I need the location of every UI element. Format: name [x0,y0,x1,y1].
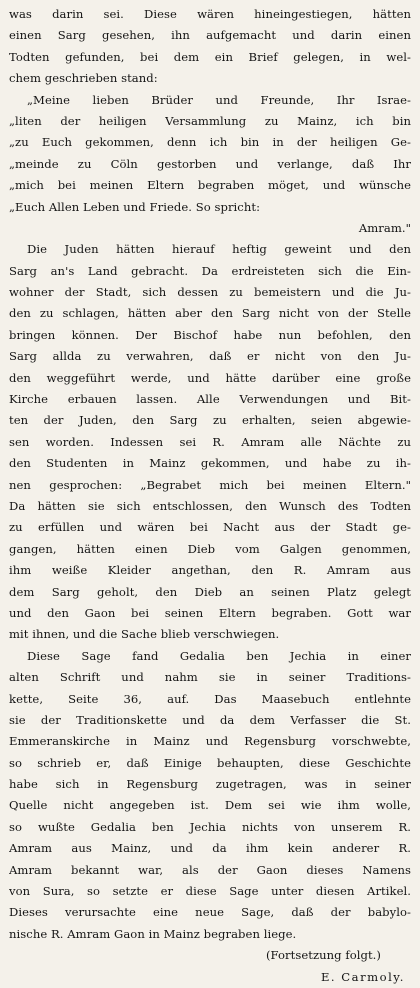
text-line: den weggeführt werde, und hätte darüber eine große [9,370,411,385]
text-line: so wußte Gedalia ben Jechia nichts von unserem R. [9,819,411,834]
text-line: alten Schrift und nahm sie in seiner Traditions- [9,670,411,685]
text-line: Da hätten sie sich entschlossen, den Wunsch des Todten [9,498,411,513]
text-line: bringen können. Der Bischof habe nun befohlen, den [9,327,411,342]
text-line: Kirche erbauen lassen. Alle Verwendungen und Bit- [9,392,411,407]
text-line: was darin sei. Diese wären hineingestiegen, hätten [9,7,411,21]
text-line: dem Sarg geholt, den Dieb an seinen Platz gelegt [9,584,411,599]
text-line: „Meine lieben Brüder und Freunde, Ihr Israe- [27,92,411,107]
text-line: Todten gefunden, bei dem ein Brief gelegen, in wel- [9,49,411,64]
author-signature: E. Carmoly. [320,969,405,984]
text-line: den Studenten in Mainz gekommen, und habe zu ih- [9,456,411,471]
text-line: ten der Juden, den Sarg zu erhalten, seien abgewie- [9,413,411,428]
continuation-note: (Fortsetzung folgt.) [265,948,381,963]
text-line: einen Sarg gesehen, ihn aufgemacht und darin einen [9,28,411,43]
text-line: ihm weiße Kleider angethan, den R. Amram aus [9,563,411,578]
text-line: den zu schlagen, hätten aber den Sarg nicht von der Stelle [9,306,411,321]
text-line: Amram aus Mainz, und da ihm kein anderer R. [9,841,411,856]
text-line: kette, Seite 36, auf. Das Maasebuch entlehnte [9,691,411,706]
text-line: zu erfüllen und wären bei Nacht aus der Stadt ge- [9,520,411,535]
text-line: „liten der heiligen Versammlung zu Mainz, ich bin [9,113,411,128]
text-line: Die Juden hätten hierauf heftig geweint und den [27,242,411,257]
text-line: „meinde zu Cöln gestorben und verlange, daß Ihr [9,156,411,171]
text-line: von Sura, so setzte er diese Sage unter diesen Artikel. [9,884,411,899]
text-line: Amram bekannt war, als der Gaon dieses Namens [9,862,411,877]
text-line: und den Gaon bei seinen Eltern begraben. Gott war [9,605,411,620]
text-line: „Euch Allen Leben und Friede. So spricht: [9,199,261,214]
text-line: Sarg an's Land gebracht. Da erdreisteten sich die Ein- [9,263,411,278]
text-line: „zu Euch gekommen, denn ich bin in der heiligen Ge- [9,135,411,150]
text-line: nen gesprochen: „Begrabet mich bei meinen Eltern." [9,477,411,492]
text-line: Sarg allda zu verwahren, daß er nicht von den Ju- [9,349,411,364]
text-line: gangen, hätten einen Dieb vom Galgen genommen, [9,541,411,556]
text-line: mit ihnen, und die Sache blieb verschwiegen. [9,627,280,642]
article-body [9,4,411,988]
text-line: habe sich in Regensburg zugetragen, was in seiner [9,777,411,792]
text-line: nische R. Amram Gaon in Mainz begraben liege. [9,926,297,941]
text-line: Amram." [358,220,411,235]
text-line: „mich bei meinen Eltern begraben möget, und wünsche [9,178,411,193]
text-line: sie der Traditionskette und da dem Verfasser die St. [9,712,411,727]
text-line: Quelle nicht angegeben ist. Dem sei wie ihm wolle, [9,798,411,813]
text-line: wohner der Stadt, sich dessen zu bemeistern und die Ju- [9,285,411,300]
text-line: Dieses verursachte eine neue Sage, daß der babylo- [9,905,411,920]
text-line: Diese Sage fand Gedalia ben Jechia in einer [27,648,411,663]
text-line: sen worden. Indessen sei R. Amram alle Nächte zu [9,434,411,449]
text-line: chem geschrieben stand: [9,71,158,86]
text-line: Emmeranskirche in Mainz und Regensburg vorschwebte, [9,734,411,749]
text-line: so schrieb er, daß Einige behaupten, diese Geschichte [9,755,411,770]
